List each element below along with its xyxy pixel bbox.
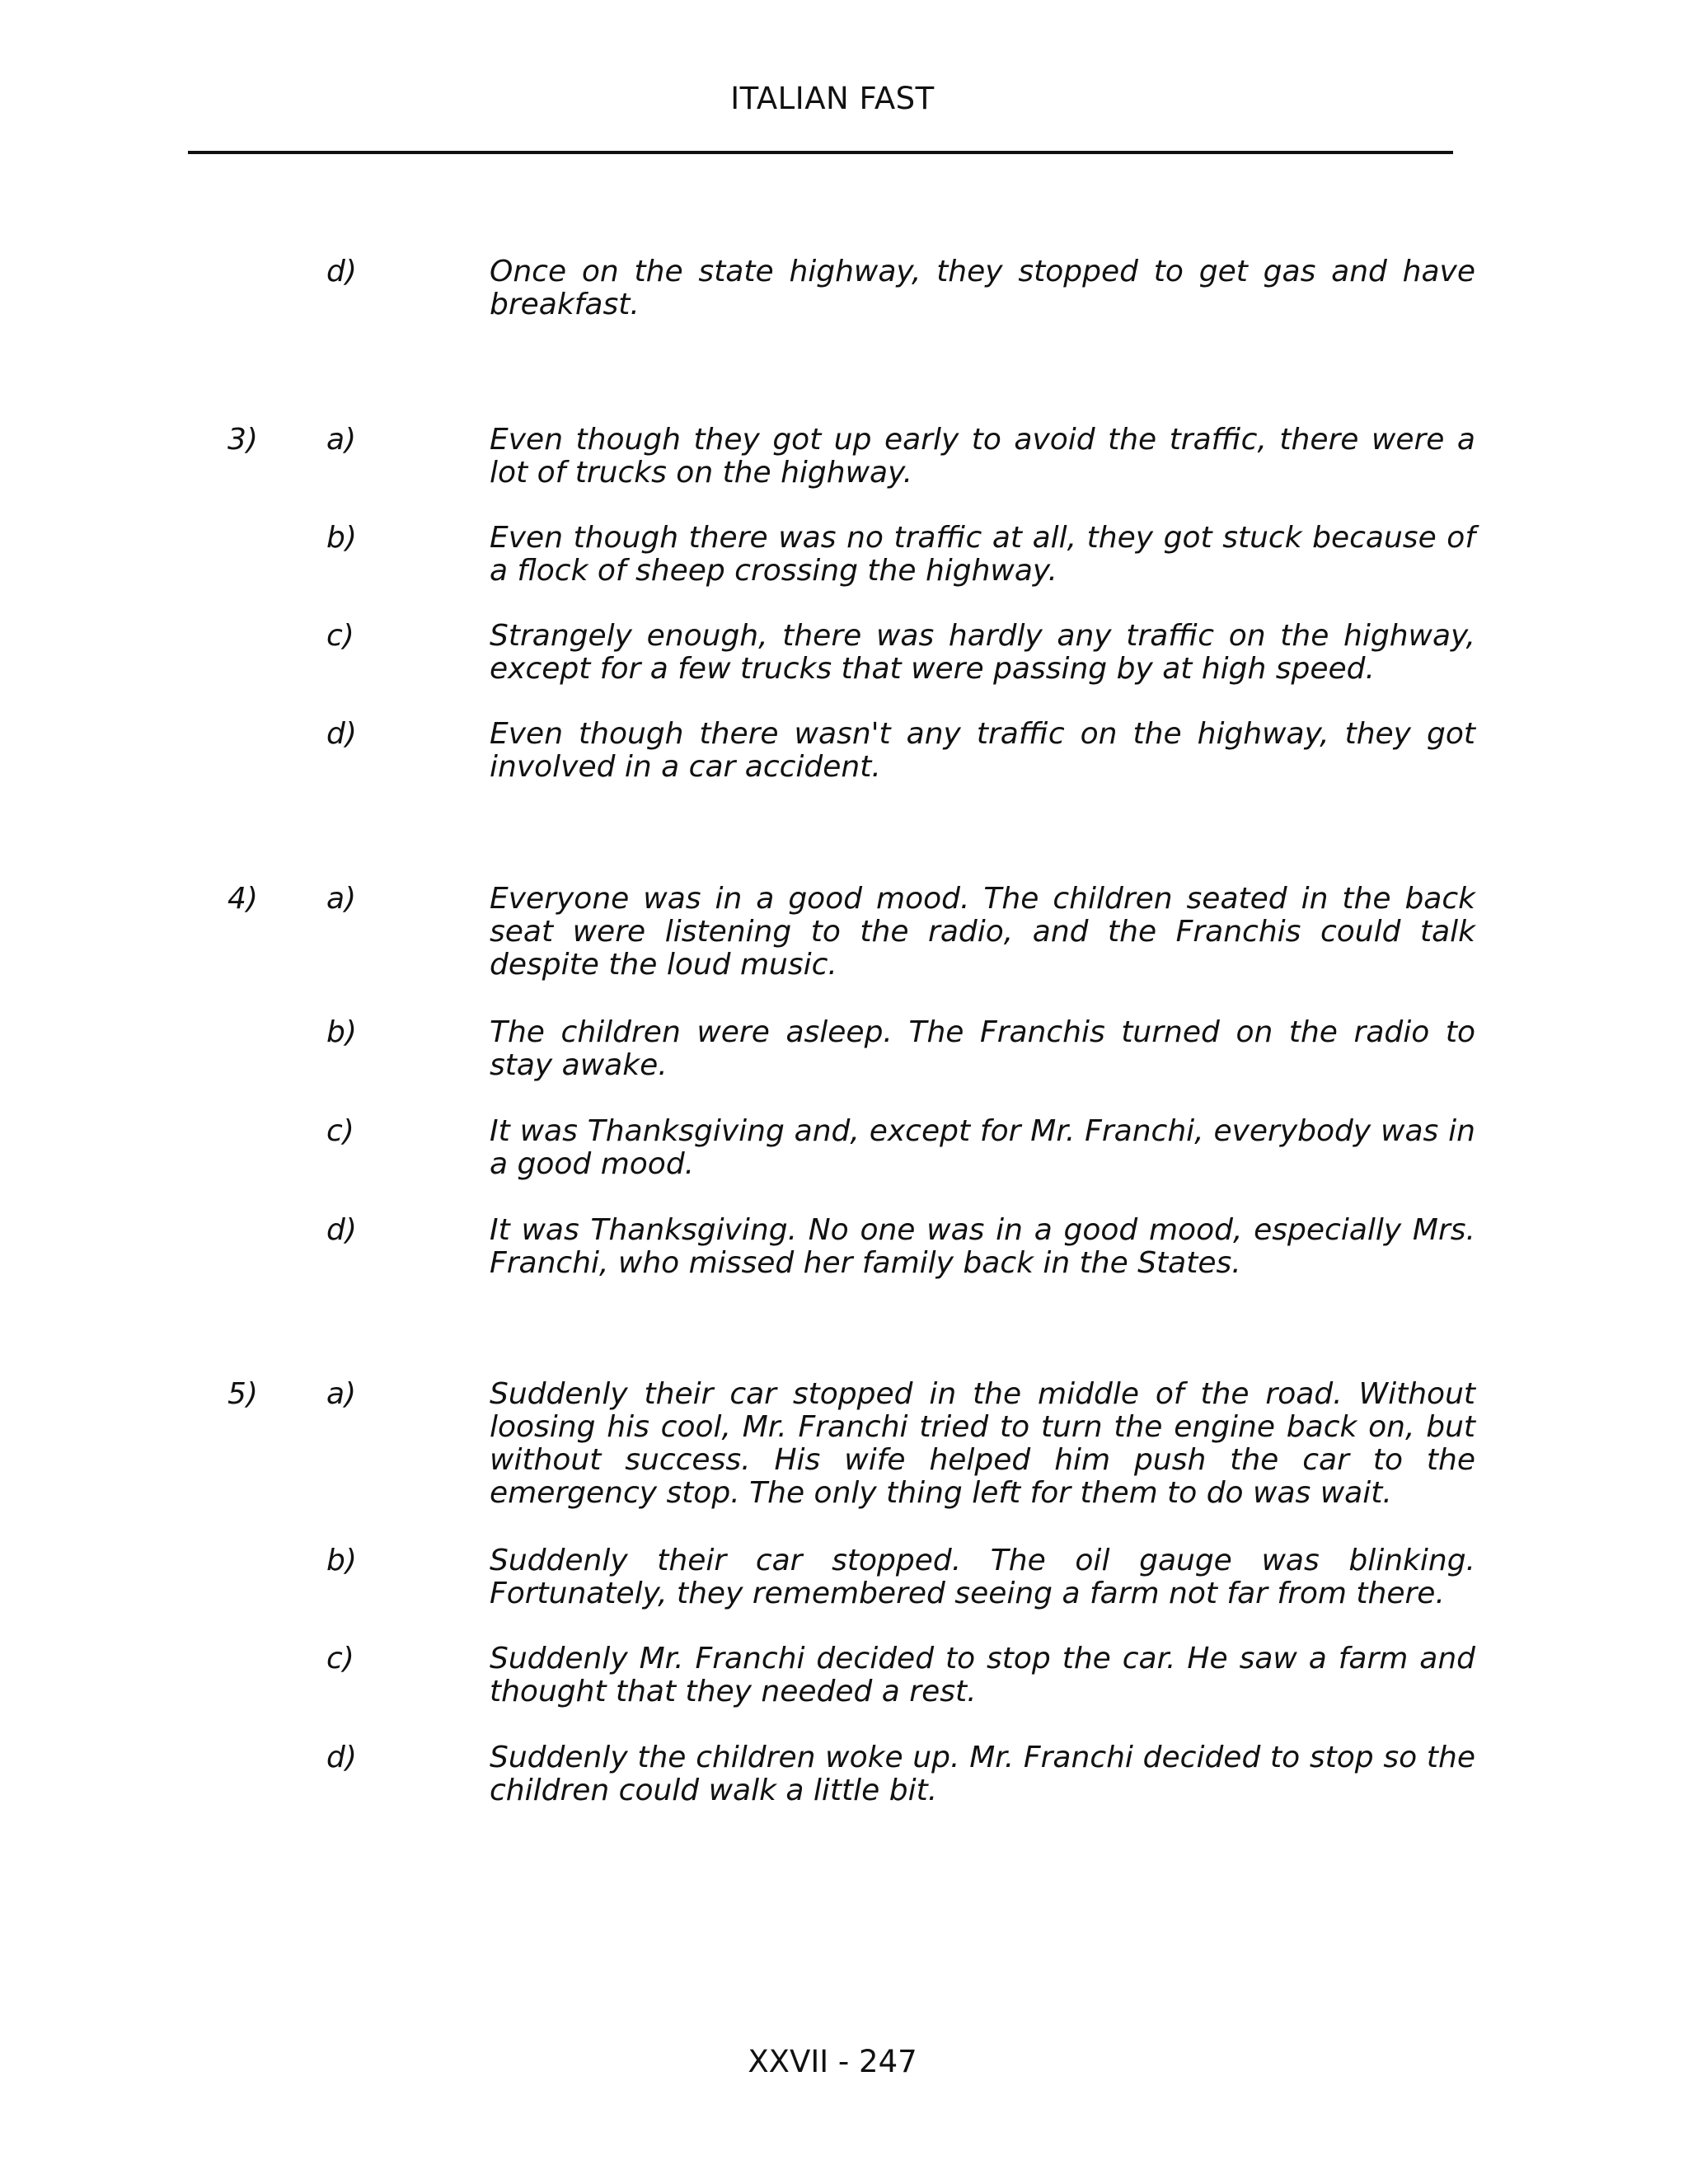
option-letter: a) xyxy=(326,1377,357,1411)
option-text: Strangely enough, there was hardly any traffic on the highway, except for a few trucks that were passing by at high speed. xyxy=(490,619,1475,686)
option-letter: d) xyxy=(326,255,357,288)
option-letter: a) xyxy=(326,423,357,457)
option-letter: d) xyxy=(326,717,357,751)
option-text: Once on the state highway, they stopped to get gas and have breakfast. xyxy=(490,255,1475,321)
option-letter: c) xyxy=(326,619,354,653)
option-text: Even though they got up early to avoid the traffic, there were a lot of trucks on the highway. xyxy=(490,423,1475,490)
option-letter: b) xyxy=(326,521,357,555)
option-text: It was Thanksgiving. No one was in a good mood, especially Mrs. Franchi, who missed her family back in the States. xyxy=(490,1213,1475,1280)
option-letter: b) xyxy=(326,1015,357,1049)
page-number: XXVII - 247 xyxy=(748,2044,917,2079)
option-letter: b) xyxy=(326,1544,357,1577)
option-letter: d) xyxy=(326,1741,357,1774)
option-letter: c) xyxy=(326,1114,354,1148)
page-title: ITALIAN FAST xyxy=(730,81,935,116)
option-text: Suddenly the children woke up. Mr. Franchi decided to stop so the children could walk a little bit. xyxy=(490,1741,1475,1807)
question-number: 5) xyxy=(227,1377,258,1411)
option-text: It was Thanksgiving and, except for Mr. Franchi, everybody was in a good mood. xyxy=(490,1114,1475,1181)
header-rule xyxy=(188,151,1453,154)
question-number: 3) xyxy=(227,423,258,457)
option-text: Even though there was no traffic at all, they got stuck because of a flock of sheep crossing the highway. xyxy=(490,521,1475,588)
option-text: Suddenly their car stopped. The oil gauge was blinking. Fortunately, they remembered seeing a farm not far from there. xyxy=(490,1544,1475,1610)
option-letter: a) xyxy=(326,882,357,916)
option-text: The children were asleep. The Franchis turned on the radio to stay awake. xyxy=(490,1015,1475,1082)
option-letter: d) xyxy=(326,1213,357,1247)
option-text: Even though there wasn't any traffic on the highway, they got involved in a car accident. xyxy=(490,717,1475,784)
option-letter: c) xyxy=(326,1642,354,1675)
option-text: Everyone was in a good mood. The children seated in the back seat were listening to the radio, and the Franchis could talk despite the loud music. xyxy=(490,882,1475,982)
question-number: 4) xyxy=(227,882,258,916)
option-text: Suddenly Mr. Franchi decided to stop the car. He saw a farm and thought that they needed a rest. xyxy=(490,1642,1475,1708)
option-text: Suddenly their car stopped in the middle of the road. Without loosing his cool, Mr. Franchi tried to turn the engine back on, but without success. His wife helped him push the car to the emergency stop. The only thing left for them to do was wait. xyxy=(490,1377,1475,1510)
